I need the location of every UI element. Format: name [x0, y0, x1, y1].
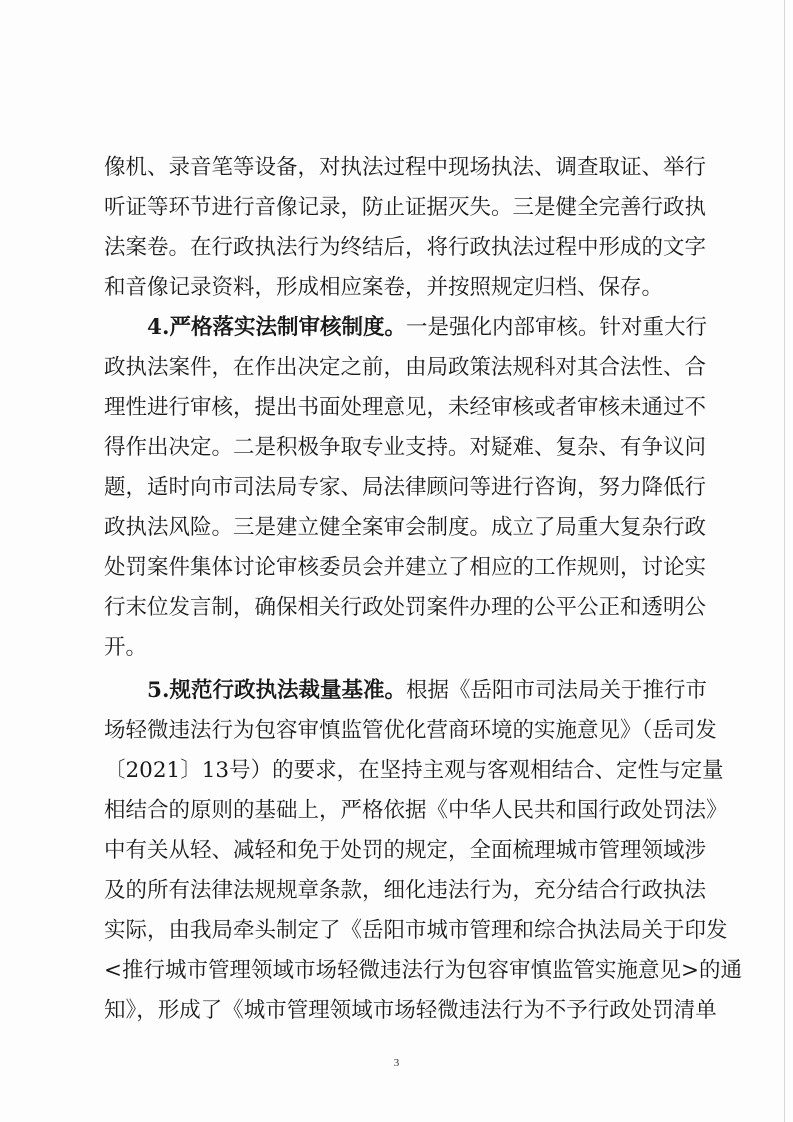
page-number: 3 [393, 1057, 400, 1069]
section-4-first-line [104, 308, 707, 348]
text-line: 理性进行审核，提出书面处理意见，未经审核或者审核未通过不 [104, 395, 707, 420]
text-line: 行末位发言制，确保相关行政处罚案件办理的公平公正和透明公 [104, 595, 707, 620]
text-line: 得作出决定。二是积极争取专业支持。对疑难、复杂、有争议问 [104, 435, 707, 460]
text-line: 和音像记录资料，形成相应案卷，并按照规定归档、保存。 [104, 275, 664, 300]
text-line: 中有关从轻、减轻和免于处罚的规定，全面梳理城市管理领域涉 [104, 838, 707, 863]
text-line: 政执法案件，在作出决定之前，由局政策法规科对其合法性、合 [104, 355, 707, 380]
text-line: 场轻微违法行为包容审慎监管优化营商环境的实施意见》（岳司发 [104, 718, 717, 743]
text-line: 及的所有法律法规规章条款，细化违法行为，充分结合行政执法 [104, 878, 707, 903]
text-line: 处罚案件集体讨论审核委员会并建立了相应的工作规则，讨论实 [104, 555, 707, 580]
text-line: 〔2021〕13号）的要求，在坚持主观与客观相结合、定性与定量 [104, 758, 724, 783]
text-line: 政执法风险。三是建立健全案审会制度。成立了局重大复杂行政 [104, 515, 707, 540]
section-5-lead-text: 根据《岳阳市司法局关于推行市 [405, 678, 707, 703]
section-5-heading: 5.规范行政执法裁量基准。 [147, 678, 406, 703]
text-line: 实际，由我局牵头制定了《岳阳市城市管理和综合执法局关于印发 [104, 918, 728, 943]
text-line: <推行城市管理领域市场轻微违法行为包容审慎监管实施意见>的通 [104, 958, 743, 983]
section-4-lead-text: 一是强化内部审核。针对重大行 [405, 315, 707, 340]
text-line: 相结合的原则的基础上，严格依据《中华人民共和国行政处罚法》 [104, 798, 728, 823]
text-line: 开。 [104, 635, 148, 660]
text-line: 像机、录音笔等设备，对执法过程中现场执法、调查取证、举行 [104, 155, 707, 180]
text-line: 题，适时向市司法局专家、局法律顾问等进行咨询，努力降低行 [104, 475, 707, 500]
scan-edge-line [784, 0, 785, 1122]
section-4-heading: 4.严格落实法制审核制度。 [147, 315, 406, 340]
text-line: 知》，形成了《城市管理领域市场轻微违法行为不予行政处罚清单 [104, 998, 717, 1023]
body-text [104, 148, 743, 1031]
section-5-first-line [104, 671, 707, 711]
text-line: 听证等环节进行音像记录，防止证据灭失。三是健全完善行政执 [104, 195, 707, 220]
text-line: 法案卷。在行政执法行为终结后，将行政执法过程中形成的文字 [104, 235, 707, 260]
